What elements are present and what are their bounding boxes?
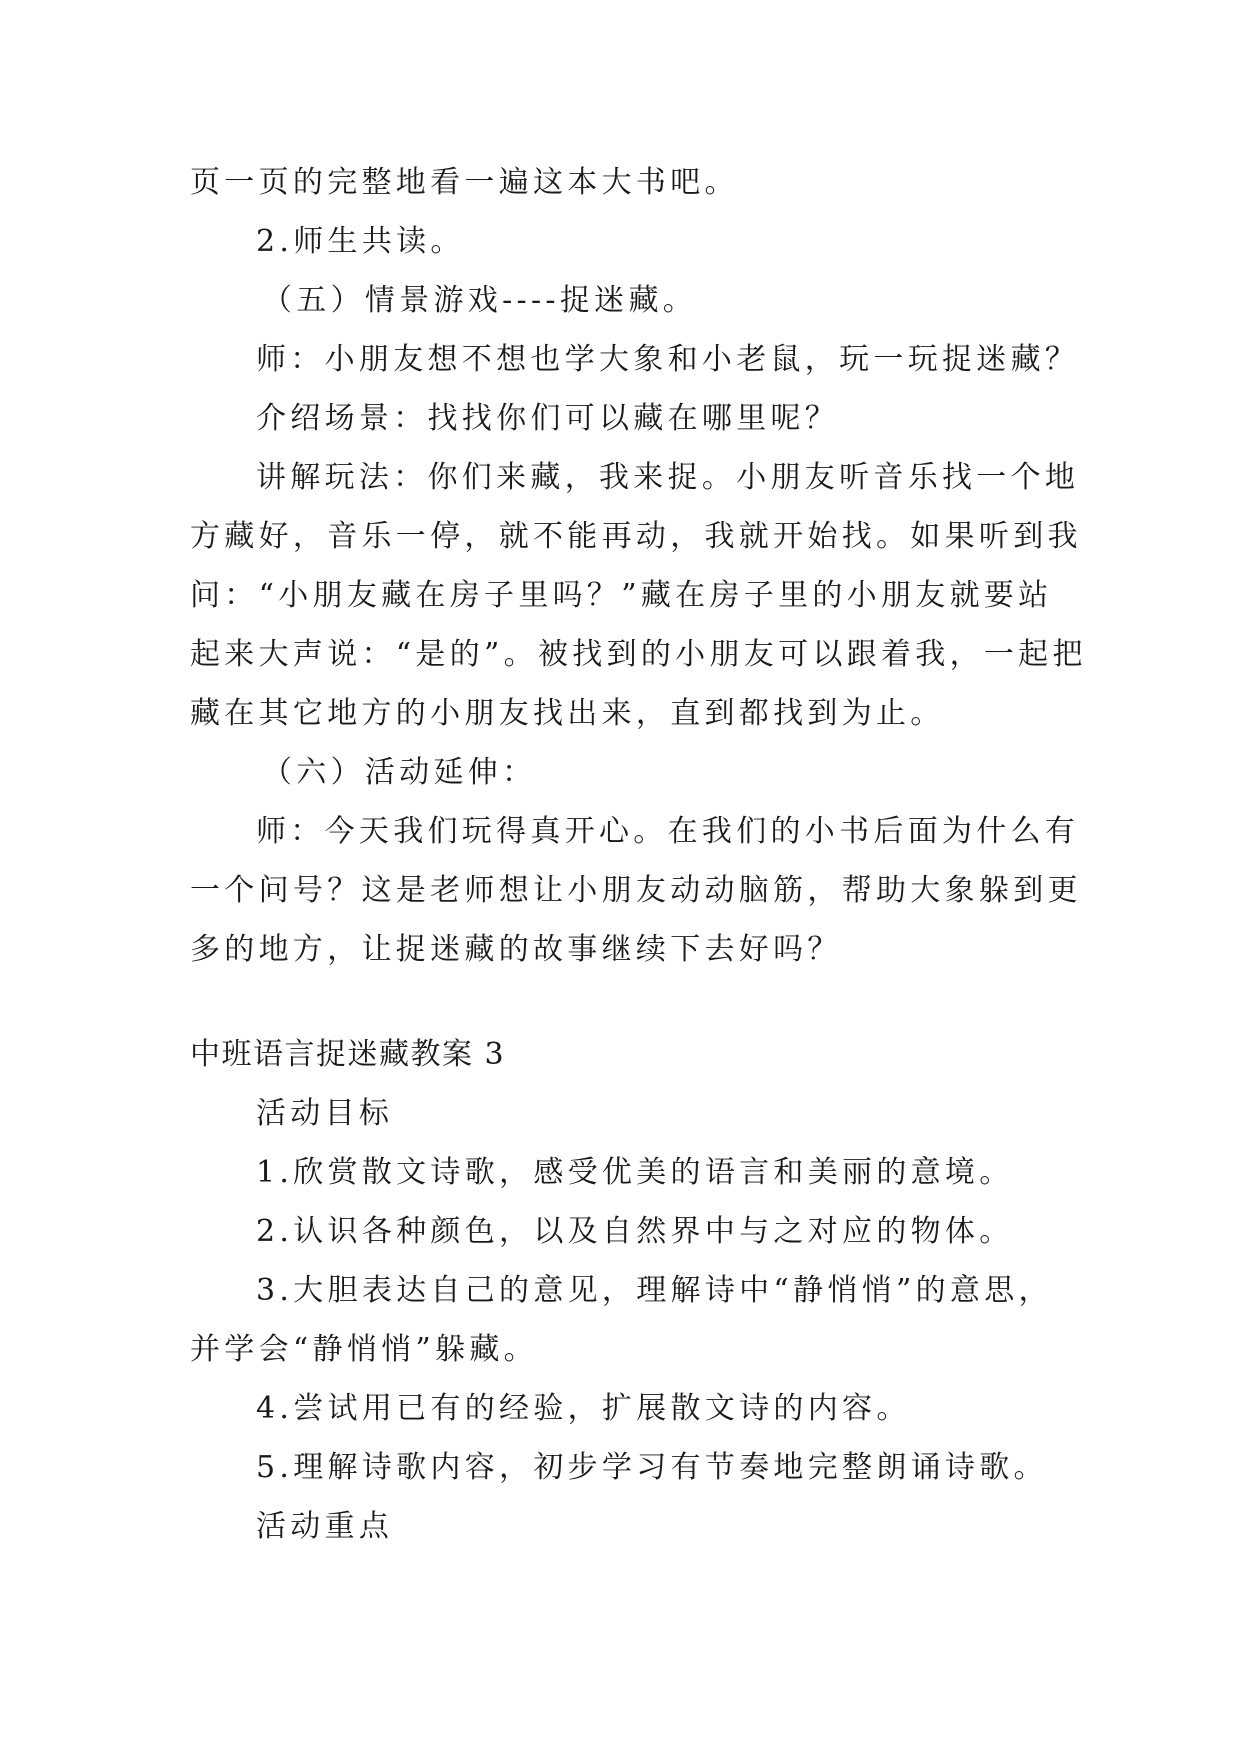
list-item: 1.欣赏散文诗歌，感受优美的语言和美丽的意境。 xyxy=(256,1155,1014,1190)
list-item: 3.大胆表达自己的意见，理解诗中“静悄悄”的意思， xyxy=(256,1273,1053,1308)
paragraph-line: 讲解玩法：你们来藏，我来捉。小朋友听音乐找一个地 xyxy=(256,460,1080,495)
list-item: 5.理解诗歌内容，初步学习有节奏地完整朗诵诗歌。 xyxy=(256,1450,1048,1485)
paragraph-line: 起来大声说：“是的”。被找到的小朋友可以跟着我，一起把 xyxy=(190,637,1087,672)
paragraph-line: 师：今天我们玩得真开心。在我们的小书后面为什么有 xyxy=(256,814,1080,849)
paragraph-line: 一个问号？这是老师想让小朋友动动脑筋，帮助大象躲到更 xyxy=(190,873,1082,908)
list-item-continuation: 并学会“静悄悄”躲藏。 xyxy=(190,1332,538,1367)
paragraph-line: 问：“小朋友藏在房子里吗？”藏在房子里的小朋友就要站 xyxy=(190,578,1053,613)
paragraph-line: 方藏好，音乐一停，就不能再动，我就开始找。如果听到我 xyxy=(190,519,1082,554)
paragraph-line: 藏在其它地方的小朋友找出来，直到都找到为止。 xyxy=(190,696,945,731)
list-item: 4.尝试用已有的经验，扩展散文诗的内容。 xyxy=(256,1391,911,1426)
paragraph-line: 介绍场景：找找你们可以藏在哪里呢？ xyxy=(256,401,840,436)
list-item: 2.师生共读。 xyxy=(256,224,465,259)
section-heading: （六）活动延伸： xyxy=(262,755,537,790)
section-heading: 活动目标 xyxy=(256,1096,394,1131)
document-title: 中班语言捉迷藏教案 3 xyxy=(190,1037,506,1072)
paragraph-line: 页一页的完整地看一遍这本大书吧。 xyxy=(190,165,739,200)
list-item: 2.认识各种颜色，以及自然界中与之对应的物体。 xyxy=(256,1214,1014,1249)
paragraph-line: 师：小朋友想不想也学大象和小老鼠，玩一玩捉迷藏？ xyxy=(256,342,1080,377)
paragraph-line: 多的地方，让捉迷藏的故事继续下去好吗？ xyxy=(190,932,842,967)
section-heading: （五）情景游戏----捉迷藏。 xyxy=(262,283,698,318)
section-heading: 活动重点 xyxy=(256,1509,394,1544)
